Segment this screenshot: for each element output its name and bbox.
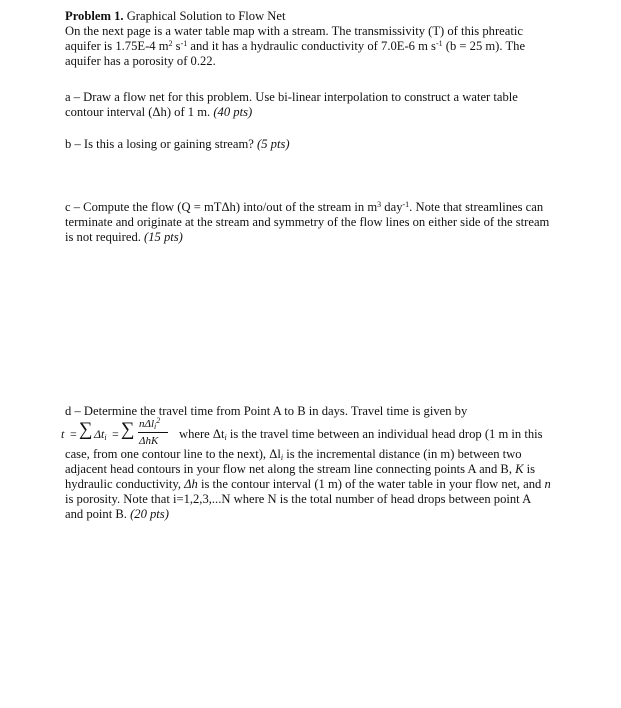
part-b-points: (5 pts) [257,137,290,151]
part-d-text-7: and point B. [65,507,131,521]
part-d-formula-line [61,416,595,447]
formula-equals-2: = [112,427,119,441]
part-d-var-dh: Δh [184,477,198,491]
problem-label: Problem 1. [65,9,124,23]
part-d-text-3b: is the incremental distance (in m) between two [283,447,522,461]
part-d-line-6: is porosity. Note that i=1,2,3,...N where N is the total number of head drops between point A [65,492,532,506]
formula-t: t [61,427,65,441]
part-c-text-a: c – Compute the flow (Q = mTΔh) into/out of the stream in m [65,200,378,214]
part-d-var-k: K [515,462,524,476]
part-d-text-5a: hydraulic conductivity, [65,477,185,491]
part-c-text-b: day [381,200,403,214]
formula-fraction-bar [138,432,168,433]
formula-sigma-1: ∑ [79,419,93,440]
part-d-line-1: d – Determine the travel time from Point A to B in days. Travel time is given by [65,404,468,418]
part-d-sub-i: i [280,453,284,462]
part-d-text-5b: is the contour interval (1 m) of the water table in your flow net, and [197,477,545,491]
part-d-line-4 [65,462,595,477]
intro-thickness: (b = 25 m). The [442,39,526,53]
travel-time-formula [61,416,177,447]
where-text-a: where Δt [179,427,225,441]
formula-numerator [139,417,160,432]
problem-heading [65,9,595,24]
part-c-line-3 [65,230,595,245]
part-b [65,137,595,152]
intro-line-1: On the next page is a water table map with a stream. The transmissivity (T) of this phreatic [65,24,523,38]
part-c-line-2: terminate and originate at the stream and symmetry of the flow lines on either side of the stream [65,215,550,229]
superscript-3: 3 [377,200,382,209]
formula-numerator-sup: 2 [156,416,161,425]
intro-line-3: aquifer has a porosity of 0.22. [65,54,216,68]
superscript-neg1-c: -1 [402,200,410,209]
superscript-2: 2 [168,39,173,48]
part-c-points: (15 pts) [144,230,183,244]
part-c-line-1 [65,200,595,215]
part-a-text: contour interval (Δh) of 1 m. [65,105,214,119]
part-a-line-1: a – Draw a flow net for this problem. Use bi-linear interpolation to construct a water table [65,90,518,104]
part-d-text-4: adjacent head contours in your flow net along the stream line connecting points A and B, [65,462,516,476]
problem-intro [65,9,595,69]
superscript-neg1: -1 [180,39,188,48]
formula-sub-i: i [104,433,107,442]
problem-title: Graphical Solution to Flow Net [126,9,286,23]
where-sub-i: i [224,433,227,442]
part-c-text-c: . Note that streamlines can [409,200,544,214]
formula-denominator: ΔhK [139,435,159,447]
part-d-line-5 [65,477,595,492]
part-c-text-3: is not required. [65,230,145,244]
part-d-points: (20 pts) [130,507,169,521]
part-a-points: (40 pts) [213,105,253,119]
superscript-neg1-b: -1 [435,39,443,48]
part-d-text-3a: case, from one contour line to the next), Δl [65,447,281,461]
intro-unit-s: s [172,39,181,53]
intro-conductivity: and it has a hydraulic conductivity of 7.0E-6 m s [187,39,436,53]
intro-transmissivity: aquifer is 1.75E-4 m [65,39,169,53]
formula-sigma-2: ∑ [121,419,135,440]
part-d-line-7 [65,507,595,522]
part-d-line-3 [65,447,595,462]
formula-numerator-text: nΔl [139,418,155,430]
part-b-text: b – Is this a losing or gaining stream? [65,137,258,151]
formula-delta-t [94,427,107,442]
formula-equals-1: = [70,427,77,441]
part-d-var-n: n [544,477,551,491]
part-a [65,90,595,120]
part-d-text-4b: is [523,462,536,476]
part-d [61,404,595,522]
formula-delta-t-text: Δt [94,427,105,441]
formula-numerator-sub: i [154,422,157,431]
part-b-line [65,137,595,152]
intro-line-2 [65,39,595,54]
part-d-where-clause [179,427,543,442]
where-text-b: is the travel time between an individual head drop (1 m in this [226,427,543,441]
part-a-line-2 [65,105,595,120]
part-c [65,200,595,245]
